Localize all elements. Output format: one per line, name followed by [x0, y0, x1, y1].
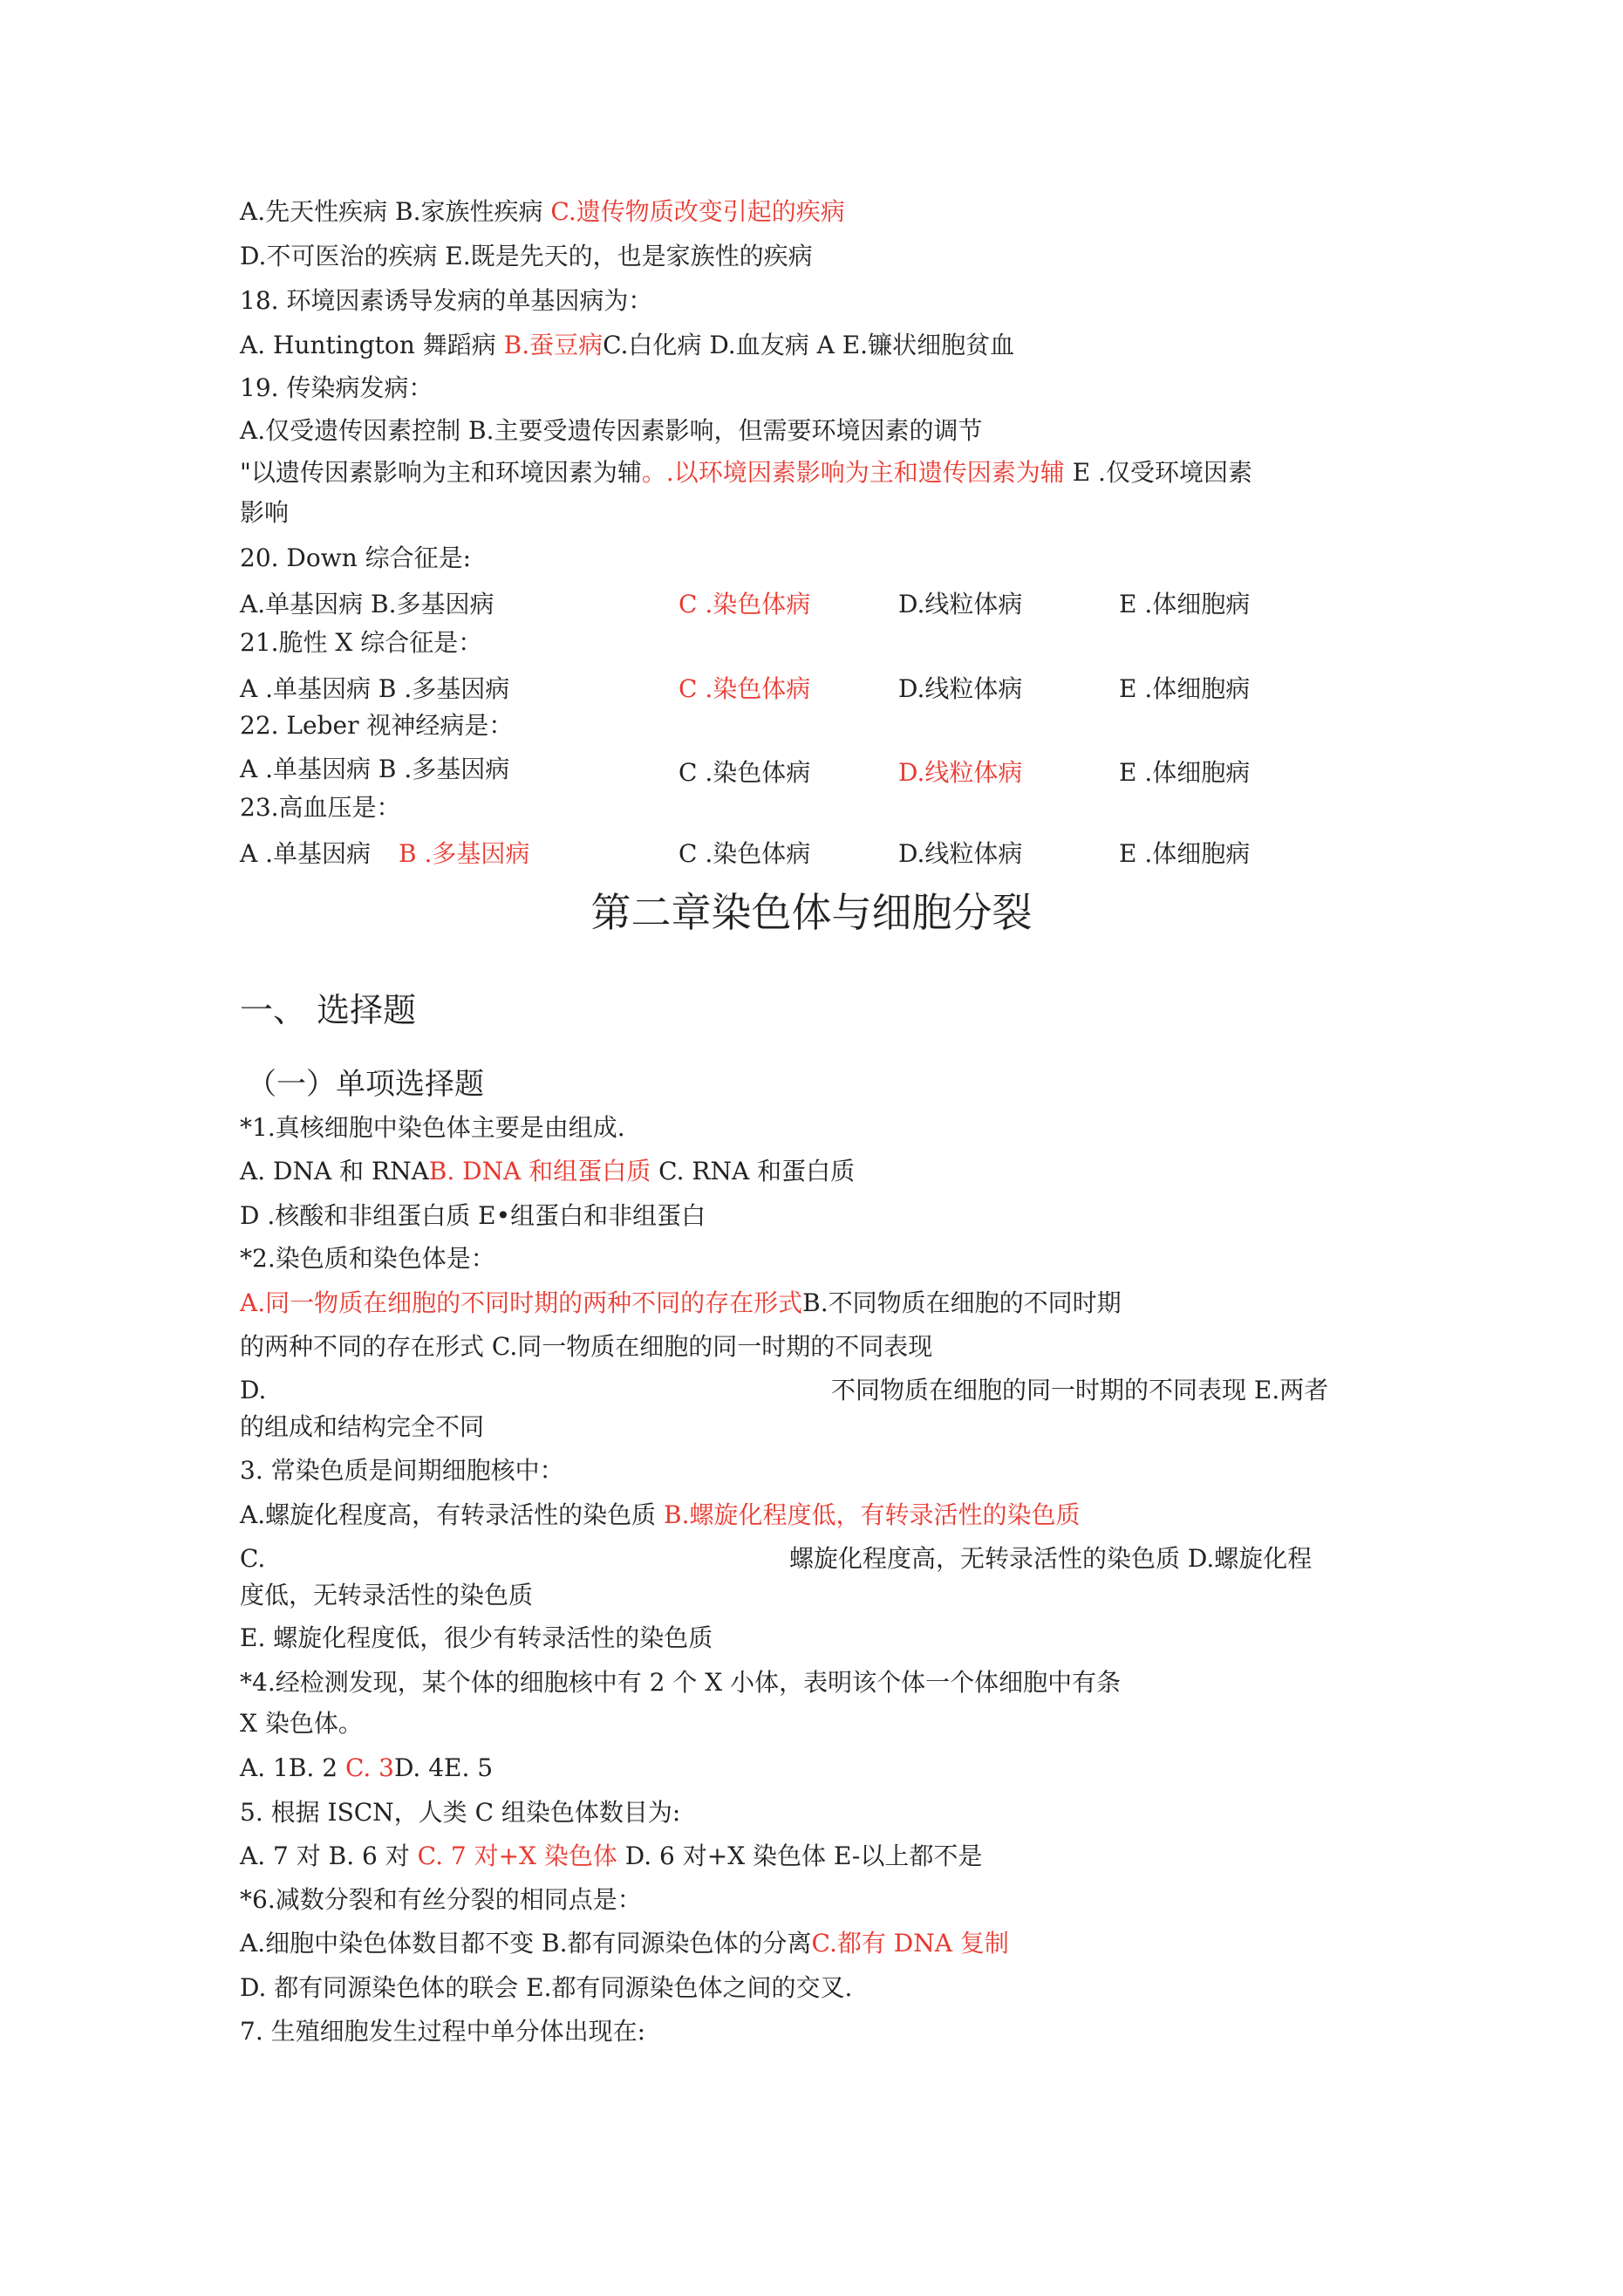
- c1-options-abc: [240, 1154, 855, 1189]
- c6-stem: *6.减数分裂和有丝分裂的相同点是：: [240, 1885, 642, 1914]
- section-title: 一、 选择题: [240, 991, 417, 1029]
- q22-option-e: E .体细胞病: [1119, 758, 1251, 787]
- c3-option-c-label: C.: [240, 1544, 266, 1573]
- q23-option-b-answer: B .多基因病: [399, 839, 530, 868]
- c4-option-de: D. 4E. 5: [393, 1753, 494, 1782]
- c1-stem: *1.真核细胞中染色体主要是由组成.: [240, 1113, 625, 1142]
- q23-option-c: C .染色体病: [679, 839, 811, 868]
- c3-option-e: E. 螺旋化程度低，很少有转录活性的染色质: [240, 1623, 713, 1652]
- q20-option-d: D.线粒体病: [898, 590, 1023, 618]
- q19-stem: 19. 传染病发病：: [240, 373, 433, 402]
- c1-option-a: A. DNA 和 RNA: [240, 1157, 429, 1186]
- c3-stem: 3. 常染色质是间期细胞核中：: [240, 1456, 564, 1485]
- c3-option-b-answer: B.螺旋化程度低，有转录活性的染色质: [664, 1500, 1081, 1529]
- c3-line-3: 度低，无转录活性的染色质: [240, 1581, 534, 1609]
- q20-option-e: E .体细胞病: [1119, 590, 1251, 618]
- q18-option-a: A. Huntington 舞蹈病: [240, 331, 496, 359]
- q17-option-c-answer: C.遗传物质改变引起的疾病: [550, 197, 845, 226]
- c4-stem: *4.经检测发现，某个体的细胞核中有 2 个 X 小体，表明该个体一个体细胞中有条: [240, 1668, 1122, 1697]
- c5-option-ab: A. 7 对 B. 6 对: [240, 1842, 410, 1870]
- q17-option-b: B.家族性疾病: [395, 197, 543, 226]
- q17-option-e: E.既是先天的，也是家族性的疾病: [445, 242, 813, 270]
- c2-option-d-text: 不同物质在细胞的同一时期的不同表现 E.两者: [831, 1376, 1329, 1404]
- q18-option-e: E.镰状细胞贫血: [842, 331, 1015, 359]
- c4-stem-2: X 染色体。: [240, 1709, 363, 1738]
- q22-stem: 22. Leber 视神经病是：: [240, 711, 514, 740]
- q19-option-e: E .仅受环境因素: [1072, 458, 1252, 487]
- q19-option-e-continued: 影响: [240, 498, 290, 527]
- c3-option-a: A.螺旋化程度高，有转录活性的染色质: [240, 1500, 657, 1529]
- c2-option-b: B.不同物质在细胞的不同时期: [802, 1288, 1122, 1317]
- q23-option-e: E .体细胞病: [1119, 839, 1251, 868]
- c2-stem: *2.染色质和染色体是：: [240, 1244, 495, 1273]
- q21-stem: 21.脆性 X 综合征是：: [240, 628, 483, 657]
- subsection-title: （一）单项选择题: [247, 1067, 484, 1102]
- chapter-title: 第二章染色体与细胞分裂: [590, 889, 1033, 936]
- q19-option-c: "以遗传因素影响为主和环境因素为辅: [240, 458, 642, 487]
- q19-option-d-answer: 。.以环境因素影响为主和遗传因素为辅: [641, 458, 1065, 487]
- c1-option-c: C. RNA 和蛋白质: [658, 1157, 856, 1186]
- q19-options-cde: [240, 455, 1252, 490]
- c2-line-4: 的组成和结构完全不同: [240, 1412, 485, 1441]
- q23-option-a: A .单基因病: [240, 839, 372, 868]
- q21-option-ab: A .单基因病 B .多基因病: [240, 674, 510, 703]
- c6-option-c-answer: C.都有 DNA 复制: [811, 1929, 1009, 1958]
- c6-option-ab: A.细胞中染色体数目都不变 B.都有同源染色体的分离: [240, 1929, 812, 1958]
- q23-option-d: D.线粒体病: [898, 839, 1023, 868]
- c2-option-a-answer: A.同一物质在细胞的不同时期的两种不同的存在形式: [240, 1288, 803, 1317]
- c5-stem: 5. 根据 ISCN，人类 C 组染色体数目为:: [240, 1798, 681, 1827]
- c2-line-2: 的两种不同的存在形式 C.同一物质在细胞的同一时期的不同表现: [240, 1332, 933, 1361]
- q22-option-ab: A .单基因病 B .多基因病: [240, 755, 510, 783]
- q19-options-ab: A.仅受遗传因素控制 B.主要受遗传因素影响，但需要环境因素的调节: [240, 416, 983, 445]
- c4-options: [240, 1751, 493, 1786]
- q18-options: [240, 328, 1014, 363]
- c1-option-b-answer: B. DNA 和组蛋白质: [428, 1157, 651, 1186]
- q22-option-c: C .染色体病: [679, 758, 811, 787]
- c5-option-de: D. 6 对+X 染色体 E-以上都不是: [624, 1842, 983, 1870]
- c5-option-c-answer: C. 7 对+X 染色体: [417, 1842, 617, 1870]
- c5-options: [240, 1839, 982, 1874]
- q17-option-d: D.不可医治的疾病: [240, 242, 438, 270]
- q17-options-abc: [240, 195, 845, 229]
- q18-option-d: D.血友病 A: [709, 331, 835, 359]
- c4-option-ab: A. 1B. 2: [240, 1753, 338, 1782]
- q22-option-d-answer: D.线粒体病: [898, 758, 1023, 787]
- q17-option-a: A.先天性疾病: [240, 197, 388, 226]
- q20-option-c-answer: C .染色体病: [679, 590, 811, 618]
- c6-options-abc: [240, 1926, 1009, 1961]
- q23-stem: 23.高血压是：: [240, 793, 401, 822]
- c2-option-d-label: D.: [240, 1376, 267, 1404]
- c6-options-de: D. 都有同源染色体的联会 E.都有同源染色体之间的交叉.: [240, 1973, 853, 2002]
- q17-options-de: [240, 239, 813, 274]
- q21-option-c-answer: C .染色体病: [679, 674, 811, 703]
- q18-option-c: C.白化病: [603, 331, 702, 359]
- q20-stem: 20. Down 综合征是:: [240, 543, 472, 572]
- c3-option-c-text: 螺旋化程度高，无转录活性的染色质 D.螺旋化程: [789, 1544, 1313, 1573]
- c7-stem: 7. 生殖细胞发生过程中单分体出现在:: [240, 2017, 646, 2046]
- q21-option-d: D.线粒体病: [898, 674, 1023, 703]
- q18-option-b-answer: B.蚕豆病: [503, 331, 604, 359]
- q21-option-e: E .体细胞病: [1119, 674, 1251, 703]
- c2-options-ab: [240, 1286, 1122, 1321]
- c1-options-de: D .核酸和非组蛋白质 E•组蛋白和非组蛋白: [240, 1201, 706, 1230]
- c4-option-c-answer: C. 3: [344, 1753, 394, 1782]
- c3-options-ab: [240, 1498, 1081, 1533]
- q20-option-ab: A.单基因病 B.多基因病: [240, 590, 494, 618]
- q18-stem: 18. 环境因素诱导发病的单基因病为：: [240, 286, 653, 315]
